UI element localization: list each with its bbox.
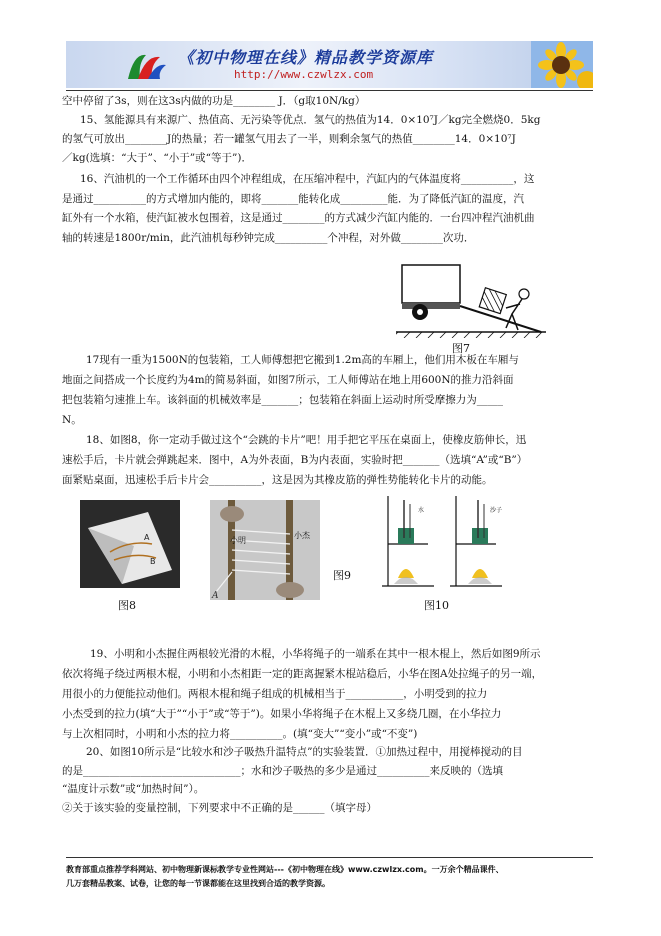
- line-23: “温度计示数”或“加热时间”）。: [62, 783, 205, 795]
- footer-line-1: 教育部重点推荐学科网站、初中物理新课标教学专业性网站---《初中物理在线》www.czwlzx.com。一万余个精品课件、: [66, 865, 504, 874]
- figure-8-card-photo: [80, 500, 180, 588]
- line-2: 15、氢能源具有来源广、热值高、无污染等优点．氢气的热值为14．0×10⁷J／kg完全燃烧0．5kg: [80, 114, 541, 126]
- figure-10-caption: 图10: [424, 599, 449, 612]
- line-6: 是通过__________的方式增加内能的，即将_______能转化成_________能．为了降低汽缸的温度，汽: [62, 193, 524, 205]
- line-1: 空中停留了3s，则在这3s内做的功是________ J．（g取10N/kg）: [62, 95, 366, 107]
- line-8: 轴的转速是1800r/min，此汽油机每秒钟完成__________个冲程，对外做________次功．: [62, 232, 475, 244]
- sunflower-icon: [531, 41, 593, 88]
- figure-10-label-water: 水: [418, 507, 425, 514]
- figure-7-ramp: [396, 262, 546, 338]
- figure-9-caption: 图9: [333, 569, 351, 582]
- line-9: 17现有一重为1500N的包装箱，工人师傅想把它搬到1.2m高的车厢上，他们用木板在车厢与: [86, 354, 519, 366]
- footer-rule: [66, 857, 593, 858]
- line-3: 的氢气可放出________J的热量；若一罐氢气用去了一半，则剩余氢气的热值________14．0×10⁷J: [62, 133, 516, 145]
- figure-9-label-a: A: [212, 591, 219, 600]
- line-13: 18、如图8，你一定动手做过这个“会跳的卡片”吧！用手把它平压在桌面上，使橡皮筋伸长，迅: [86, 434, 527, 446]
- footer-line-2: 几万套精品教案、试卷，让您的每一节课都能在这里找到合适的教学资源。: [66, 879, 330, 888]
- figure-9-sticks-photo: [210, 500, 320, 600]
- figure-8-caption: 图8: [118, 599, 136, 612]
- line-22: 的是______________________________；水和沙子吸热的多少是通过__________来反映的（选填: [62, 765, 503, 777]
- line-4: ／kg(选填：“大于”、“小于”或“等于”)．: [62, 152, 252, 164]
- line-24: ②关于该实验的变量控制，下列要求中不正确的是______（填字母）: [62, 802, 377, 814]
- line-10: 地面之间搭成一个长度约为4m的简易斜面，如图7所示，工人师傅站在地上用600N的推力沿斜面: [62, 374, 514, 386]
- line-12: N。: [62, 414, 82, 426]
- line-14: 速松手后，卡片就会弹跳起来．图中，A为外表面，B为内表面，实验时把_______（选填“A”或“B”）: [62, 454, 528, 466]
- line-7: 缸外有一个水箱，使汽缸被水包围着，这是通过________的方式减少汽缸内能的．一台四冲程汽油机曲: [62, 212, 535, 224]
- line-15: 面紧贴桌面，迅速松手后卡片会__________，这是因为其橡皮筋的弹性势能转化卡片的动能。: [62, 474, 493, 486]
- line-11: 把包装箱匀速推上车。该斜面的机械效率是_______；包装箱在斜面上运动时所受摩擦力为_____: [62, 394, 503, 406]
- site-url: http://www.czwlzx.com: [234, 68, 374, 81]
- line-18: 用很小的力便能拉动他们。两根木棍和绳子组成的机械相当于___________，小明受到的拉力: [62, 688, 488, 700]
- figure-10-heating-setup: [380, 494, 510, 594]
- line-20: 与上次相同时，小明和小杰的拉力将__________。(填“变大”“变小”或“不变”): [62, 728, 418, 740]
- figure-8-label-a: A: [144, 533, 150, 542]
- line-16: 19、小明和小杰握住两根较光滑的木棍，小华将绳子的一端系在其中一根木棍上，然后如图9所示: [90, 648, 541, 660]
- line-17: 依次将绳子绕过两根木棍，小明和小杰相距一定的距离握紧木棍站稳后，小华在图A处拉绳子的另一端，: [62, 668, 543, 680]
- figure-7-caption: 图7: [452, 342, 470, 355]
- figure-9-label-xiaojie: 小杰: [294, 531, 310, 540]
- header-banner: [66, 41, 593, 88]
- figure-10-label-sand: 沙子: [490, 507, 503, 514]
- line-19: 小杰受到的拉力(填“大于”“小于”或“等于”)。如果小华将绳子在木棍上又多绕几圈，在小华拉力: [62, 708, 502, 720]
- line-5: 16、汽油机的一个工作循环由四个冲程组成，在压缩冲程中，汽缸内的气体温度将__________，这: [80, 173, 535, 185]
- site-logo-icon: [124, 49, 168, 83]
- header-rule: [66, 90, 593, 91]
- figure-8-label-b: B: [150, 557, 156, 566]
- site-title: 《初中物理在线》精品教学资源库: [178, 48, 434, 67]
- figure-9-label-xiaoming: 小明: [230, 536, 246, 545]
- line-21: 20、如图10所示是“比较水和沙子吸热升温特点”的实验装置．①加热过程中，用搅棒搅动的目: [86, 746, 523, 758]
